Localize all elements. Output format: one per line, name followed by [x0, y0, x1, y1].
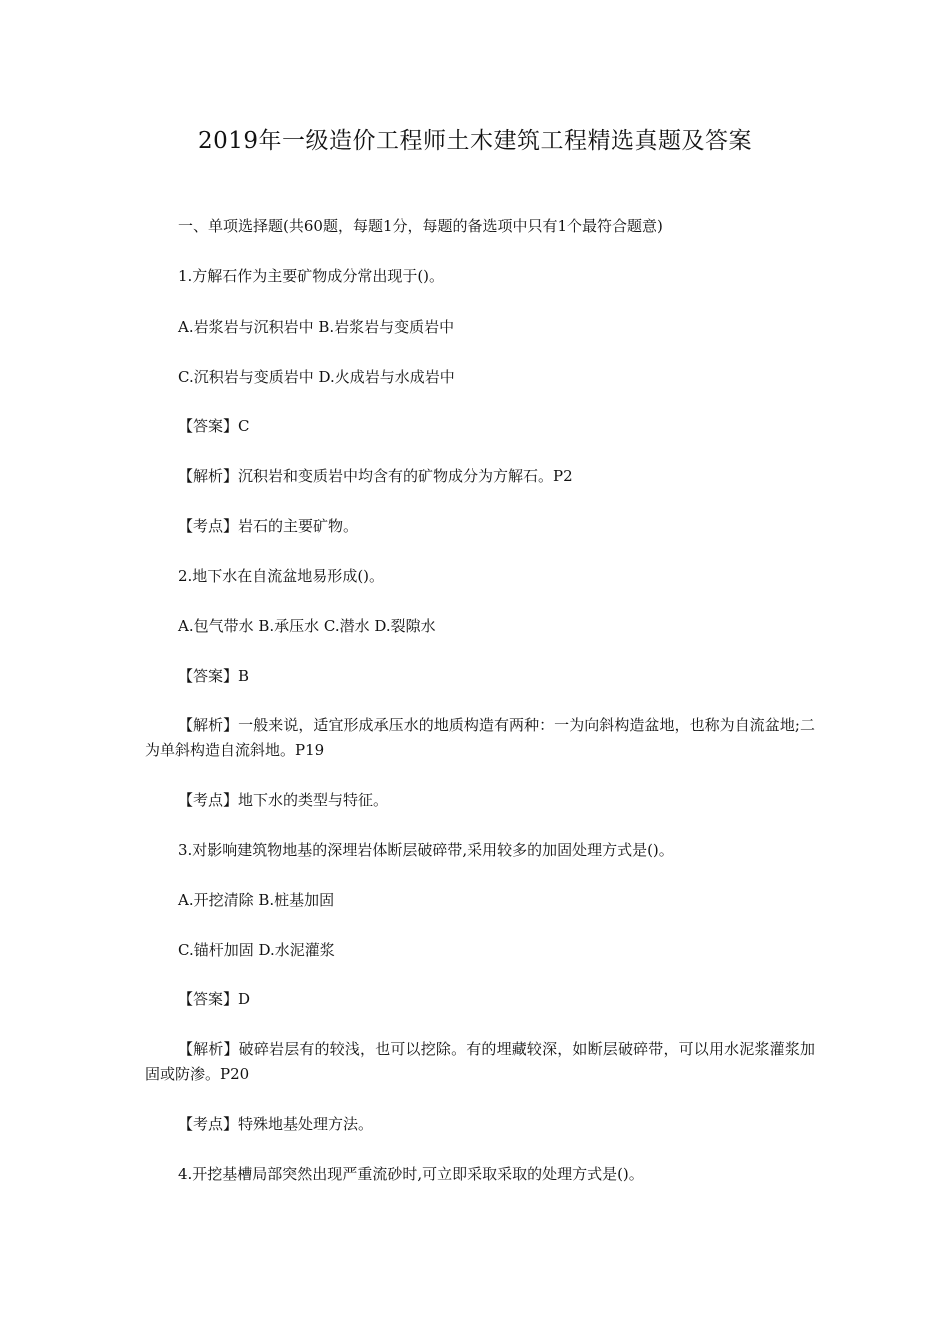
question-3-answer: 【答案】D — [178, 990, 251, 1008]
question-3-options-line-1: A.开挖清除 B.桩基加固 — [178, 891, 335, 909]
document-title: 2019年一级造价工程师土木建筑工程精选真题及答案 — [197, 128, 753, 154]
question-1-point: 【考点】岩石的主要矿物。 — [178, 517, 359, 535]
question-1-stem: 1.方解石作为主要矿物成分常出现于()。 — [178, 267, 445, 285]
question-1-analysis: 【解析】沉积岩和变质岩中均含有的矿物成分为方解石。P2 — [178, 467, 573, 485]
question-2-point: 【考点】地下水的类型与特征。 — [178, 791, 389, 809]
question-2-stem: 2.地下水在自流盆地易形成()。 — [178, 567, 385, 585]
question-3-stem: 3.对影响建筑物地基的深埋岩体断层破碎带,采用较多的加固处理方式是()。 — [178, 841, 674, 859]
question-3-analysis: 【解析】破碎岩层有的较浅，也可以挖除。有的埋藏较深，如断层破碎带，可以用水泥浆灌浆加固或防渗。P20 — [145, 1040, 815, 1083]
question-1-options-line-2: C.沉积岩与变质岩中 D.火成岩与水成岩中 — [178, 368, 455, 386]
question-4-stem: 4.开挖基槽局部突然出现严重流砂时,可立即采取采取的处理方式是()。 — [178, 1165, 644, 1183]
question-2-options-line-1: A.包气带水 B.承压水 C.潜水 D.裂隙水 — [178, 617, 436, 635]
section-heading: 一、单项选择题(共60题，每题1分，每题的备选项中只有1个最符合题意) — [178, 217, 663, 235]
question-2-analysis: 【解析】一般来说，适宜形成承压水的地质构造有两种：一为向斜构造盆地，也称为自流盆地;二为单斜构造自流斜地。P19 — [145, 716, 815, 759]
question-1-options-line-1: A.岩浆岩与沉积岩中 B.岩浆岩与变质岩中 — [178, 318, 455, 336]
question-1-answer: 【答案】C — [178, 417, 250, 435]
question-2-answer: 【答案】B — [178, 667, 250, 685]
question-3-options-line-2: C.锚杆加固 D.水泥灌浆 — [178, 941, 335, 959]
question-3-point: 【考点】特殊地基处理方法。 — [178, 1115, 374, 1133]
